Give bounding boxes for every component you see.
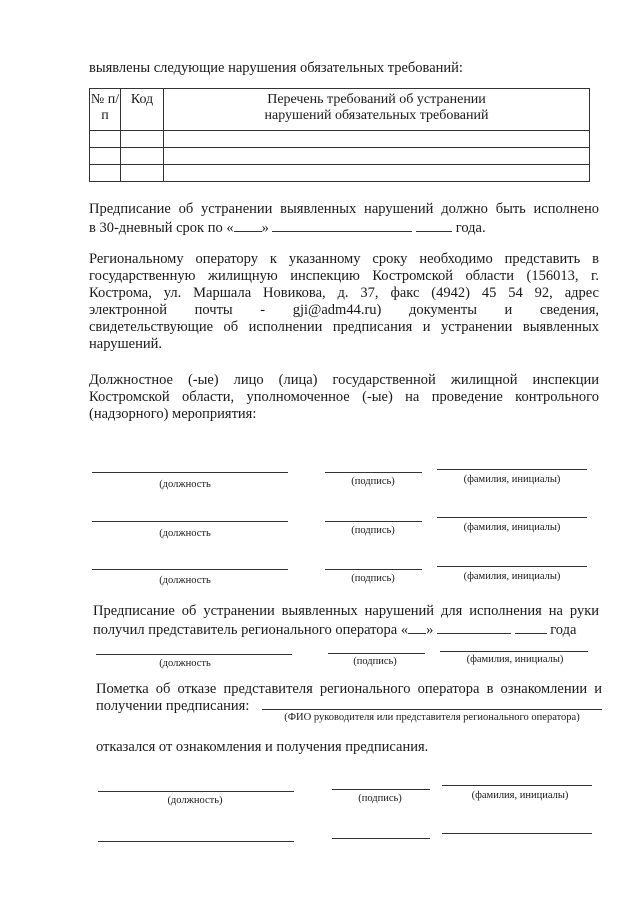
position-caption: (должность	[159, 479, 211, 490]
table-cell	[121, 148, 164, 165]
col-list-header	[164, 89, 590, 131]
signature-line	[325, 472, 422, 473]
table-cell	[164, 165, 590, 182]
signature-line	[332, 789, 430, 790]
deadline-year-blank	[416, 219, 452, 232]
deadline-paragraph	[89, 201, 599, 237]
officials-paragraph	[89, 372, 599, 423]
name-line	[437, 469, 587, 470]
received-prefix: получил представитель регионального оператора «	[93, 622, 409, 638]
table-cell	[164, 148, 590, 165]
refusal-line1: Пометка об отказе представителя регионального оператора в ознакомлении и	[96, 681, 602, 697]
deadline-prefix: в 30-дневный срок по «	[89, 220, 234, 236]
received-quote: »	[426, 622, 434, 638]
col-list-header-line1: Перечень требований об устранении	[267, 92, 486, 107]
deadline-line1: Предписание об устранении выявленных нарушений должно быть исполнено	[89, 201, 599, 217]
signature-line	[325, 521, 422, 522]
name-caption: (фамилия, инициалы)	[466, 654, 564, 665]
table-row	[90, 131, 590, 148]
col-number-header: № п/п	[90, 89, 121, 131]
signature-caption: (подпись)	[351, 573, 395, 584]
table-cell	[121, 131, 164, 148]
deadline-month-blank	[272, 219, 412, 232]
operator-line: Региональному оператору к указанному сроку необходимо представить в	[89, 251, 599, 267]
signature-line	[332, 838, 430, 839]
received-year-label: года	[550, 622, 577, 638]
name-line	[437, 566, 587, 567]
col-list-header-line2: нарушений обязательных требований	[264, 108, 489, 123]
position-caption: (должность	[159, 575, 211, 586]
table-cell	[121, 165, 164, 182]
signature-caption: (подпись)	[358, 793, 402, 804]
signature-caption: (подпись)	[353, 656, 397, 667]
operator-line: нарушений.	[89, 336, 163, 352]
position-caption: (должность)	[167, 795, 223, 806]
requirements-table	[89, 88, 590, 182]
name-line	[442, 785, 592, 786]
position-line	[96, 654, 292, 655]
operator-line: государственную жилищную инспекцию Костромской области (156013, г.	[89, 268, 599, 284]
position-line	[92, 521, 288, 522]
name-caption: (фамилия, инициалы)	[463, 571, 561, 582]
intro-text: выявлены следующие нарушения обязательных требований:	[89, 60, 463, 76]
position-line	[92, 569, 288, 570]
received-month-blank	[437, 621, 511, 634]
operator-line: Кострома, ул. Маршала Новикова, д. 37, факс (4942) 45 54 92, адрес	[89, 285, 599, 301]
table-row	[90, 165, 590, 182]
officials-line: Костромской области, уполномоченное (-ые) на проведение контрольного	[89, 389, 599, 405]
table-cell	[90, 148, 121, 165]
name-line	[440, 651, 588, 652]
operator-line: свидетельствующие об исполнении предписания и устранении выявленных	[89, 319, 599, 335]
name-line	[442, 833, 592, 834]
table-cell	[164, 131, 590, 148]
received-line1: Предписание об устранении выявленных нарушений для исполнения на руки	[93, 603, 599, 619]
refused-text: отказался от ознакомления и получения предписания.	[96, 739, 429, 755]
name-caption: (фамилия, инициалы)	[463, 474, 561, 485]
deadline-day-blank	[234, 219, 262, 232]
position-caption: (должность	[159, 528, 211, 539]
received-line2	[93, 621, 599, 639]
name-caption: (фамилия, инициалы)	[463, 522, 561, 533]
deadline-year-label: года.	[455, 220, 486, 236]
operator-line: электронной почты - gji@adm44.ru) документы и сведения,	[89, 302, 599, 318]
refusal-line2: получении предписания:	[96, 698, 250, 714]
received-paragraph	[93, 603, 599, 639]
signature-caption: (подпись)	[351, 525, 395, 536]
table-header-row	[90, 89, 590, 131]
table-cell	[90, 165, 121, 182]
position-line	[98, 841, 294, 842]
name-caption: (фамилия, инициалы)	[471, 790, 569, 801]
fio-representative-caption: (ФИО руководителя или представителя регионального оператора)	[284, 712, 580, 723]
position-line	[92, 472, 288, 473]
table-row	[90, 148, 590, 165]
position-line	[98, 791, 294, 792]
fio-representative-line	[262, 709, 602, 710]
signature-line	[325, 569, 422, 570]
deadline-quote: »	[261, 220, 269, 236]
signature-line	[328, 653, 425, 654]
received-year-blank	[515, 621, 547, 634]
operator-paragraph	[89, 251, 599, 353]
col-code-header: Код	[121, 89, 164, 131]
signature-caption: (подпись)	[351, 476, 395, 487]
name-line	[437, 517, 587, 518]
table-cell	[90, 131, 121, 148]
deadline-line2	[89, 219, 599, 237]
received-day-blank	[408, 621, 426, 634]
officials-line: (надзорного) мероприятия:	[89, 406, 257, 422]
officials-line: Должностное (-ые) лицо (лица) государственной жилищной инспекции	[89, 372, 599, 388]
position-caption: (должность	[159, 658, 211, 669]
